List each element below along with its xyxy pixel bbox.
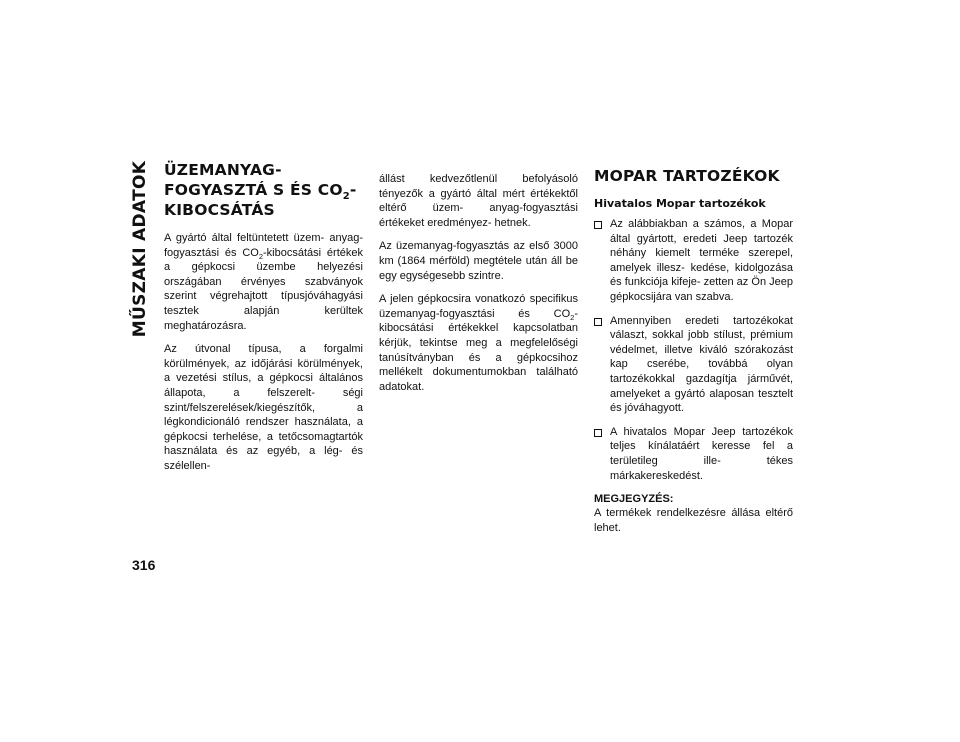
fuel-section-title: ÜZEMANYAG-FOGYASZTÁ S ÉS $CO_2$-KIBOCSÁTÁS: [164, 161, 357, 219]
note-text: A termékek rendelkezésre állása eltérő lehet.: [594, 507, 793, 534]
fuel-paragraph-5: A jelen gépkocsira vonatkozó specifikus üzemanyag-fogyasztási és $CO_2$-kibocsátási értékekkel kapcsolatban kérjük, tekintse meg a megfelelőségi tanúsítványban és a gépkocsihoz mellékelt dokumentumokban található adatokat.: [379, 293, 578, 393]
mopar-section-title: MOPAR TARTOZÉKOK: [594, 167, 780, 185]
section-side-tab: [127, 160, 153, 338]
checkbox-bullet-icon: [594, 318, 602, 326]
fuel-paragraph-4: Az üzemanyag-fogyasztás az első 3000 km (1864 mérföld) megtétele után áll be egy egységesebb szintre.: [379, 240, 578, 282]
mopar-accessories-column: [594, 166, 793, 535]
mopar-subtitle: Hivatalos Mopar tartozékok: [594, 197, 766, 210]
fuel-paragraph-2: Az útvonal típusa, a forgalmi körülmények, az időjárási körülmények, a vezetési stílus, a gépkocsi általános állapota, a felszerelt- ségi szint/felszerelések/kiegészítők, a légkondicionáló rendszer használata, a gépkocsi terhelése, a tetőcsomagtartók használata és az egyéb, a lég- és szélellen-: [164, 343, 363, 472]
section-side-tab-label: MŰSZAKI ADATOK: [130, 160, 150, 338]
fuel-paragraph-1: A gyártó által feltüntetett üzem- anyag-fogyasztási és $CO_2$-kibocsátási értékek a gépkocsi üzembe helyezési országában érvényes szabványok szerint végrehajtott típusjóváhagyási tesztek alapján kerültek meghatározásra.: [164, 232, 363, 332]
mopar-bullet-list: [594, 217, 793, 483]
fuel-consumption-column-continued: [379, 172, 578, 403]
list-item: A hivatalos Mopar Jeep tartozékok teljes kínálatáért keresse fel a területileg ille- tékes márkakereskedést.: [594, 425, 793, 483]
checkbox-bullet-icon: [594, 221, 602, 229]
list-item: Amennyiben eredeti tartozékokat választ, sokkal jobb stílust, prémium védelmet, illetve kiváló szórakozást kap cserébe, továbbá olyan tartozékokkal gazdagítja járművét, amelyeket a gyártó alaposan tesztelt és jóváhagyott.: [594, 314, 793, 416]
checkbox-bullet-icon: [594, 429, 602, 437]
note-label: MEGJEGYZÉS:: [594, 493, 674, 506]
fuel-paragraph-3: állást kedvezőtlenül befolyásoló tényezők a gyártó által mért értékektől eltérő üzem- anyag-fogyasztási értékeket eredményez- hetnek.: [379, 173, 578, 229]
fuel-consumption-column: [164, 160, 363, 483]
list-item: Az alábbiakban a számos, a Mopar által gyártott, eredeti Jeep tartozék néhány kiemelt terméke szerepel, amelyek illesz- kedése, kidolgozása és funkciója kifeje- zetten az Ön Jeep gépkocsijára van szabva.: [594, 217, 793, 305]
page-number: 316: [132, 557, 156, 573]
